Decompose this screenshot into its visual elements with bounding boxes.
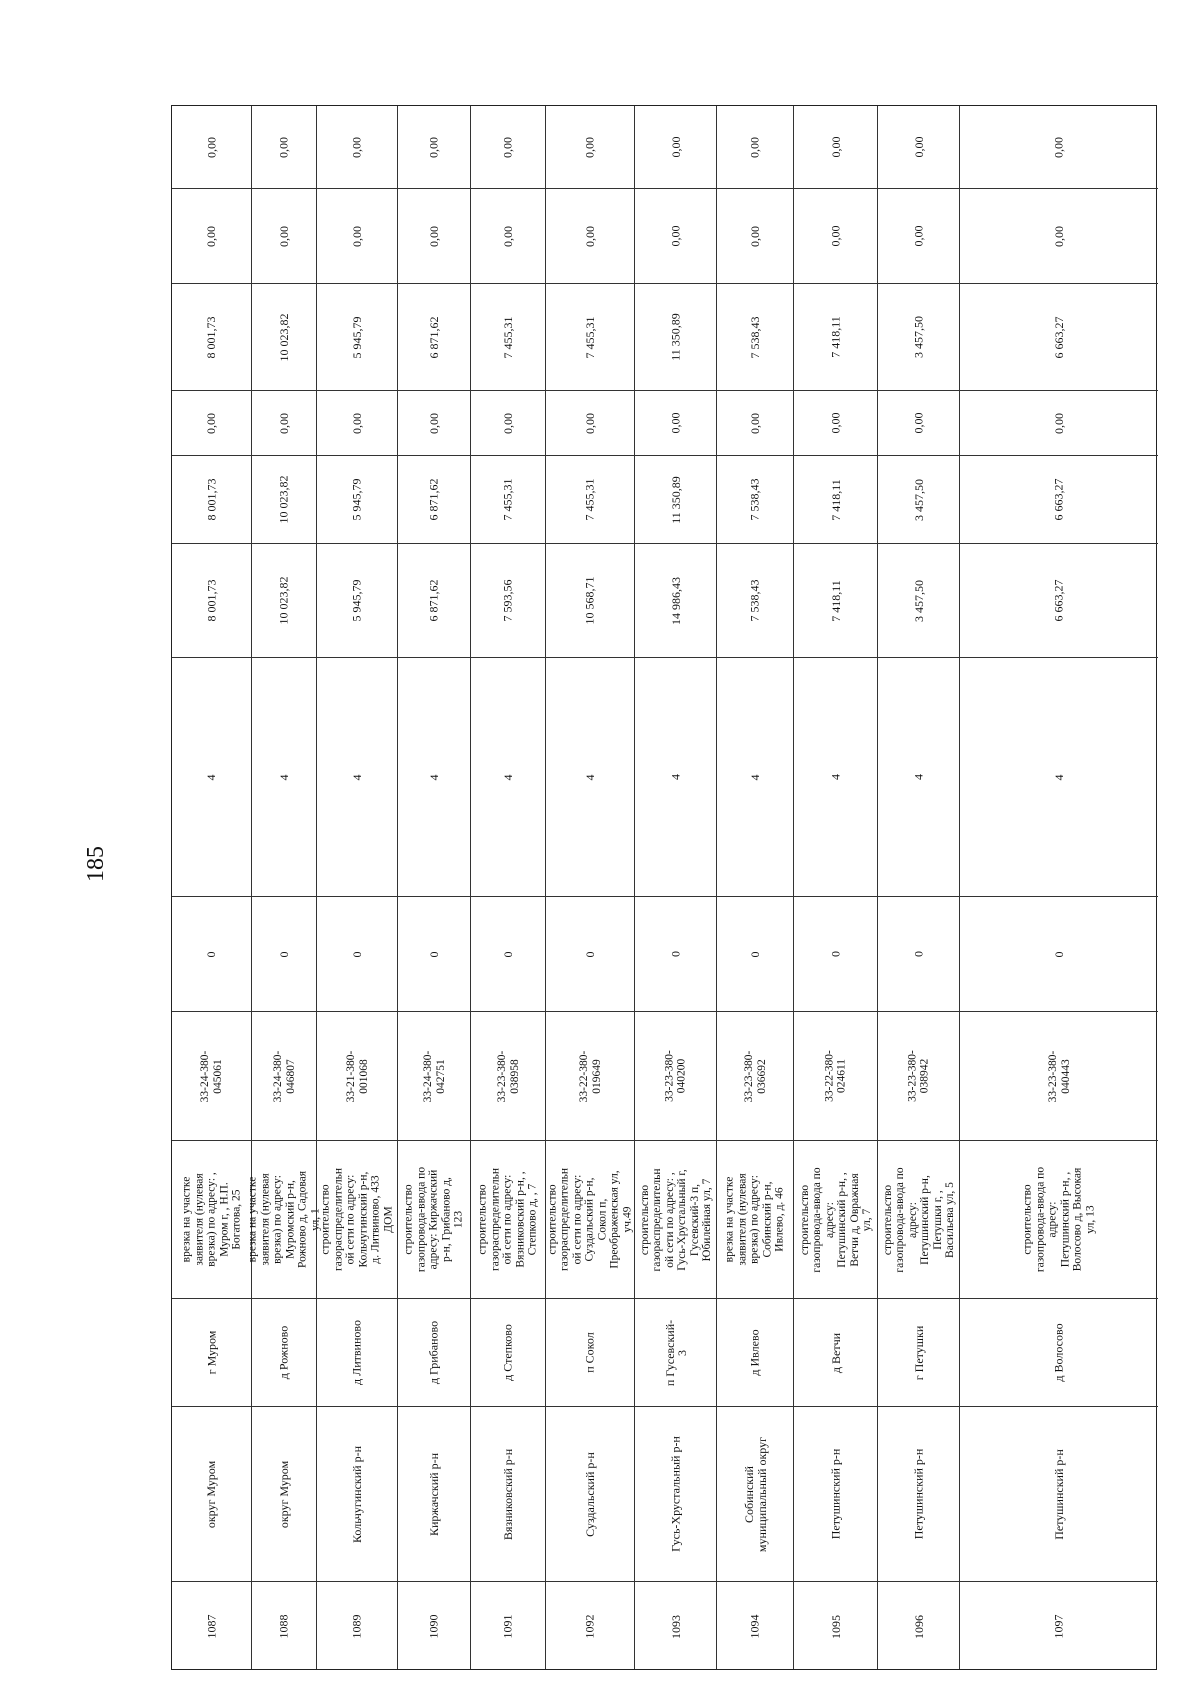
district-text: Киржачский р-н — [426, 1452, 441, 1536]
description-cell — [317, 1140, 397, 1298]
row-number-text: 1092 — [582, 1614, 597, 1639]
value-col10-cell — [878, 390, 959, 455]
value-col8-text: 6 663,27 — [1051, 579, 1066, 622]
value-col8-cell — [172, 543, 251, 657]
value-col6-cell — [546, 896, 634, 1011]
table-row — [246, 106, 321, 1669]
value-col6-text: 0 — [828, 951, 843, 957]
value-col11-text: 5 945,79 — [349, 316, 364, 358]
description-cell — [398, 1140, 470, 1298]
value-col10-cell — [546, 390, 634, 455]
table-row — [877, 106, 959, 1669]
row-number-text: 1093 — [668, 1614, 683, 1639]
value-col12-text: 0,00 — [276, 225, 291, 247]
value-col6-cell — [398, 896, 470, 1011]
value-col6-text: 0 — [668, 951, 683, 957]
settlement-cell — [471, 1298, 545, 1406]
settlement-text: г Муром — [204, 1330, 219, 1375]
value-col12-cell — [252, 188, 316, 283]
value-col10-cell — [471, 390, 545, 455]
value-col8-text: 10 568,71 — [582, 576, 597, 625]
value-col7-text: 4 — [349, 774, 364, 780]
settlement-cell — [317, 1298, 397, 1406]
value-col10-cell — [398, 390, 470, 455]
description-cell — [246, 1140, 321, 1298]
description-text: строительство газораспределительн ой сети по адресу: Вязниковский р-н, , Степково д, , 7 — [476, 1168, 539, 1271]
value-col13-cell — [717, 106, 793, 188]
code-text: 33-21-380- 001068 — [344, 1050, 369, 1102]
district-text: Кольчугинский р-н — [349, 1445, 364, 1543]
value-col7-text: 4 — [582, 774, 597, 780]
value-col7-text: 4 — [426, 774, 441, 780]
description-text: врезка на участке заявителя (нулевая врезка) по адресу: Собинский р-н, Ивлево, д. 46 — [723, 1173, 786, 1266]
row-number-cell — [252, 1581, 316, 1671]
value-col13-text: 0,00 — [828, 136, 843, 158]
value-col8-cell — [717, 543, 793, 657]
description-cell — [960, 1140, 1158, 1298]
value-col9-text: 7 538,43 — [747, 478, 762, 521]
settlement-text: п Гусевский- 3 — [662, 1319, 689, 1386]
value-col8-cell — [546, 543, 634, 657]
value-col8-cell — [960, 543, 1158, 657]
table-row — [470, 106, 545, 1669]
settlement-text: д Степково — [500, 1324, 515, 1381]
value-col11-cell — [398, 283, 470, 390]
value-col8-cell — [252, 543, 316, 657]
value-col11-text: 10 023,82 — [276, 313, 291, 361]
value-col13-text: 0,00 — [426, 136, 441, 158]
value-col7-text: 4 — [500, 774, 515, 780]
value-col13-cell — [546, 106, 634, 188]
value-col11-cell — [717, 283, 793, 390]
value-col11-cell — [635, 283, 716, 390]
row-number-cell — [471, 1581, 545, 1671]
value-col9-cell — [471, 455, 545, 543]
district-text: Гусь-Хрустальный р-н — [668, 1436, 683, 1552]
value-col7-text: 4 — [747, 774, 762, 780]
value-col11-cell — [252, 283, 316, 390]
value-col12-text: 0,00 — [582, 225, 597, 247]
value-col9-text: 7 418,11 — [828, 478, 843, 521]
row-number-text: 1089 — [349, 1614, 364, 1639]
value-col9-cell — [317, 455, 397, 543]
value-col9-cell — [717, 455, 793, 543]
row-number-cell — [317, 1581, 397, 1671]
district-cell — [172, 1406, 251, 1581]
description-text: строительство газопровода-ввода по адресу: Петушинский р-н, , Волосово д, Высокая ул, 13 — [1021, 1166, 1096, 1273]
value-col8-text: 14 986,43 — [668, 576, 683, 625]
code-cell — [471, 1011, 545, 1140]
district-cell — [878, 1406, 959, 1581]
code-cell — [317, 1011, 397, 1140]
value-col10-cell — [172, 390, 251, 455]
value-col9-cell — [252, 455, 316, 543]
value-col7-text: 4 — [911, 774, 926, 780]
row-number-text: 1087 — [204, 1614, 219, 1639]
value-col9-text: 10 023,82 — [276, 475, 291, 524]
row-number-cell — [172, 1581, 251, 1671]
description-text: врезка на участке заявителя (нулевая врезка) по адресу: Муромский р-н, Рожново д, Садовая ул, 1 — [246, 1170, 321, 1269]
district-text: округ Муром — [276, 1460, 291, 1528]
value-col7-cell — [471, 657, 545, 896]
row-number-text: 1088 — [276, 1614, 291, 1639]
table-row — [172, 106, 251, 1669]
value-col13-cell — [252, 106, 316, 188]
description-cell — [471, 1140, 545, 1298]
row-number-cell — [635, 1581, 716, 1671]
table-row — [545, 106, 634, 1669]
value-col11-cell — [794, 283, 877, 390]
code-cell — [252, 1011, 316, 1140]
settlement-cell — [172, 1298, 251, 1406]
code-text: 33-23-380- 040200 — [663, 1050, 688, 1102]
value-col11-text: 6 871,62 — [426, 316, 441, 358]
row-number-cell — [398, 1581, 470, 1671]
value-col6-cell — [635, 896, 716, 1011]
table-row — [634, 106, 716, 1669]
value-col13-cell — [398, 106, 470, 188]
value-col6-cell — [717, 896, 793, 1011]
settlement-cell — [794, 1298, 877, 1406]
value-col13-text: 0,00 — [500, 136, 515, 158]
table-row — [716, 106, 793, 1669]
district-cell — [546, 1406, 634, 1581]
table-row — [959, 106, 1158, 1669]
value-col9-text: 5 945,79 — [349, 478, 364, 521]
table-row — [397, 106, 470, 1669]
table-row — [316, 106, 397, 1669]
value-col7-cell — [960, 657, 1158, 896]
code-text: 33-23-380- 038942 — [906, 1050, 931, 1102]
description-text: строительство газопровода-ввода по адресу: Петушинский р-н, , Ветчи д, Овражная ул, 7 — [798, 1166, 873, 1273]
row-number-cell — [717, 1581, 793, 1671]
settlement-text: п Сокол — [582, 1332, 597, 1373]
value-col9-text: 11 350,89 — [668, 475, 683, 524]
value-col6-text: 0 — [349, 951, 364, 957]
value-col11-text: 3 457,50 — [911, 316, 926, 358]
value-col12-text: 0,00 — [1051, 225, 1066, 247]
value-col8-cell — [398, 543, 470, 657]
value-col13-text: 0,00 — [349, 136, 364, 158]
value-col7-cell — [172, 657, 251, 896]
value-col6-cell — [252, 896, 316, 1011]
value-col8-text: 3 457,50 — [911, 579, 926, 622]
code-cell — [717, 1011, 793, 1140]
table-row — [793, 106, 877, 1669]
description-cell — [794, 1140, 877, 1298]
value-col13-text: 0,00 — [1051, 136, 1066, 158]
value-col11-cell — [878, 283, 959, 390]
row-number-text: 1096 — [911, 1614, 926, 1639]
row-number-text: 1097 — [1051, 1614, 1066, 1639]
value-col12-text: 0,00 — [204, 225, 219, 247]
value-col10-text: 0,00 — [582, 412, 597, 434]
district-cell — [794, 1406, 877, 1581]
row-number-text: 1094 — [747, 1614, 762, 1639]
value-col6-cell — [172, 896, 251, 1011]
value-col11-cell — [960, 283, 1158, 390]
value-col10-cell — [717, 390, 793, 455]
value-col13-text: 0,00 — [204, 136, 219, 158]
value-col7-cell — [878, 657, 959, 896]
value-col6-cell — [471, 896, 545, 1011]
code-text: 33-22-380- 024611 — [823, 1050, 848, 1102]
value-col12-cell — [960, 188, 1158, 283]
code-cell — [546, 1011, 634, 1140]
settlement-text: д Ветчи — [828, 1332, 843, 1373]
value-col13-cell — [794, 106, 877, 188]
value-col10-text: 0,00 — [911, 412, 926, 434]
code-cell — [960, 1011, 1158, 1140]
description-cell — [878, 1140, 959, 1298]
value-col12-cell — [317, 188, 397, 283]
value-col13-text: 0,00 — [747, 136, 762, 158]
value-col8-text: 8 001,73 — [204, 579, 219, 622]
district-text: Петушинский р-н — [1051, 1448, 1066, 1540]
value-col7-cell — [317, 657, 397, 896]
value-col10-cell — [317, 390, 397, 455]
value-col6-cell — [960, 896, 1158, 1011]
value-col6-text: 0 — [276, 951, 291, 957]
district-text: Петушинский р-н — [828, 1448, 843, 1540]
value-col10-text: 0,00 — [500, 412, 515, 434]
value-col12-cell — [717, 188, 793, 283]
value-col13-cell — [635, 106, 716, 188]
code-cell — [398, 1011, 470, 1140]
code-text: 33-23-380- 036692 — [742, 1050, 767, 1102]
value-col12-text: 0,00 — [828, 225, 843, 247]
value-col8-cell — [635, 543, 716, 657]
code-cell — [794, 1011, 877, 1140]
value-col7-cell — [546, 657, 634, 896]
value-col11-cell — [471, 283, 545, 390]
value-col8-cell — [878, 543, 959, 657]
description-text: строительство газораспределительн ой сети по адресу: Суздальский р-н, Сокол п, Преображенская ул, уч.49 — [546, 1168, 634, 1271]
value-col12-cell — [398, 188, 470, 283]
code-cell — [172, 1011, 251, 1140]
value-col13-cell — [960, 106, 1158, 188]
value-col6-text: 0 — [426, 951, 441, 957]
value-col9-text: 7 455,31 — [500, 478, 515, 521]
value-col11-cell — [317, 283, 397, 390]
settlement-cell — [635, 1298, 716, 1406]
value-col10-cell — [960, 390, 1158, 455]
value-col8-text: 7 418,11 — [828, 579, 843, 622]
district-cell — [960, 1406, 1158, 1581]
value-col11-text: 7 455,31 — [500, 316, 515, 358]
value-col13-cell — [878, 106, 959, 188]
settlement-text: г Петушки — [911, 1325, 926, 1380]
value-col10-text: 0,00 — [1051, 412, 1066, 434]
settlement-cell — [878, 1298, 959, 1406]
code-cell — [635, 1011, 716, 1140]
value-col7-text: 4 — [204, 774, 219, 780]
settlement-text: д Волосово — [1051, 1323, 1066, 1382]
value-col8-text: 7 593,56 — [500, 579, 515, 622]
value-col10-text: 0,00 — [276, 412, 291, 434]
district-text: округ Муром — [204, 1460, 219, 1528]
value-col7-text: 4 — [1051, 774, 1066, 780]
settlement-text: д Грибаново — [426, 1320, 441, 1385]
value-col11-text: 7 538,43 — [747, 316, 762, 358]
value-col8-text: 5 945,79 — [349, 579, 364, 622]
value-col10-cell — [252, 390, 316, 455]
value-col9-text: 6 871,62 — [426, 478, 441, 521]
value-col9-cell — [398, 455, 470, 543]
value-col6-cell — [878, 896, 959, 1011]
value-col6-text: 0 — [1051, 951, 1066, 957]
district-cell — [471, 1406, 545, 1581]
value-col12-cell — [794, 188, 877, 283]
value-col10-text: 0,00 — [668, 412, 683, 434]
settlement-cell — [398, 1298, 470, 1406]
value-col6-cell — [317, 896, 397, 1011]
value-col7-cell — [717, 657, 793, 896]
value-col13-cell — [471, 106, 545, 188]
settlement-text: д Литвиново — [349, 1320, 364, 1386]
value-col12-cell — [471, 188, 545, 283]
value-col11-cell — [172, 283, 251, 390]
settlement-cell — [252, 1298, 316, 1406]
value-col6-text: 0 — [747, 951, 762, 957]
code-text: 33-22-380- 019649 — [577, 1050, 602, 1102]
value-col10-text: 0,00 — [349, 412, 364, 434]
value-col6-cell — [794, 896, 877, 1011]
settlement-text: д Ивлево — [747, 1329, 762, 1376]
district-text: Вязниковский р-н — [500, 1448, 515, 1540]
value-col7-cell — [252, 657, 316, 896]
value-col8-text: 7 538,43 — [747, 579, 762, 622]
value-col12-cell — [635, 188, 716, 283]
district-text: Суздальский р-н — [582, 1451, 597, 1537]
value-col13-text: 0,00 — [582, 136, 597, 158]
value-col13-text: 0,00 — [911, 136, 926, 158]
value-col10-text: 0,00 — [828, 412, 843, 434]
row-number-cell — [794, 1581, 877, 1671]
district-cell — [398, 1406, 470, 1581]
description-cell — [546, 1140, 634, 1298]
district-cell — [317, 1406, 397, 1581]
row-number-text: 1095 — [828, 1614, 843, 1639]
value-col9-cell — [172, 455, 251, 543]
value-col11-text: 7 455,31 — [582, 316, 597, 358]
description-text: врезка на участке заявителя (нулевая врезка) по адресу: , Муром г, , Н.П. Богатова, 25 — [180, 1172, 243, 1267]
value-col13-text: 0,00 — [276, 136, 291, 158]
value-col10-text: 0,00 — [747, 412, 762, 434]
district-cell — [717, 1406, 793, 1581]
value-col12-text: 0,00 — [426, 225, 441, 247]
value-col9-text: 7 455,31 — [582, 478, 597, 521]
settlement-cell — [717, 1298, 793, 1406]
row-number-cell — [960, 1581, 1158, 1671]
description-text: строительство газопровода-ввода по адресу: Петушинский р-н, Петушки г, , Васильева ул, 5 — [881, 1166, 956, 1273]
value-col8-text: 6 871,62 — [426, 579, 441, 622]
district-cell — [635, 1406, 716, 1581]
value-col13-cell — [172, 106, 251, 188]
value-col6-text: 0 — [582, 951, 597, 957]
value-col9-text: 3 457,50 — [911, 478, 926, 521]
district-cell — [252, 1406, 316, 1581]
settlement-cell — [546, 1298, 634, 1406]
value-col10-cell — [635, 390, 716, 455]
description-text: строительство газораспределительн ой сети по адресу: Кольчугинский р-н, д. Литвиново, 433 ДОМ — [319, 1168, 394, 1271]
value-col8-cell — [471, 543, 545, 657]
value-col12-text: 0,00 — [668, 225, 683, 247]
value-col12-cell — [878, 188, 959, 283]
description-text: строительство газопровода-ввода по адресу: Киржачский р-н, Грибаново д, 123 — [402, 1166, 465, 1273]
data-table — [171, 105, 1157, 1670]
value-col6-text: 0 — [911, 951, 926, 957]
value-col12-text: 0,00 — [911, 225, 926, 247]
value-col6-text: 0 — [500, 951, 515, 957]
settlement-cell — [960, 1298, 1158, 1406]
code-text: 33-23-380- 040443 — [1046, 1050, 1071, 1102]
value-col13-cell — [317, 106, 397, 188]
value-col11-text: 6 663,27 — [1051, 316, 1066, 358]
code-text: 33-24-380- 042751 — [421, 1050, 446, 1102]
description-text: строительство газораспределительн ой сети по адресу: , Гусь-Хрустальный г, Гусевский-3 п, Юбилейная ул, 7 — [638, 1168, 713, 1271]
value-col9-cell — [635, 455, 716, 543]
value-col7-text: 4 — [828, 774, 843, 780]
value-col7-cell — [635, 657, 716, 896]
district-text: Собинский муниципальный округ — [741, 1436, 768, 1552]
code-text: 33-23-380- 038958 — [495, 1050, 520, 1102]
value-col12-text: 0,00 — [500, 225, 515, 247]
value-col8-cell — [794, 543, 877, 657]
value-col8-cell — [317, 543, 397, 657]
value-col9-cell — [546, 455, 634, 543]
value-col9-text: 6 663,27 — [1051, 478, 1066, 521]
value-col11-cell — [546, 283, 634, 390]
value-col9-cell — [794, 455, 877, 543]
row-number-cell — [546, 1581, 634, 1671]
settlement-text: д Рожново — [276, 1325, 291, 1380]
value-col10-text: 0,00 — [426, 412, 441, 434]
value-col11-text: 7 418,11 — [828, 316, 843, 358]
value-col9-cell — [878, 455, 959, 543]
value-col11-text: 11 350,89 — [668, 313, 683, 361]
code-cell — [878, 1011, 959, 1140]
value-col9-cell — [960, 455, 1158, 543]
value-col11-text: 8 001,73 — [204, 316, 219, 358]
value-col7-cell — [794, 657, 877, 896]
value-col9-text: 8 001,73 — [204, 478, 219, 521]
row-number-text: 1091 — [500, 1614, 515, 1639]
value-col10-text: 0,00 — [204, 412, 219, 434]
description-cell — [717, 1140, 793, 1298]
page-number: 185 — [82, 846, 109, 882]
value-col12-text: 0,00 — [747, 225, 762, 247]
value-col7-text: 4 — [668, 774, 683, 780]
description-cell — [172, 1140, 251, 1298]
value-col7-text: 4 — [276, 774, 291, 780]
row-number-text: 1090 — [426, 1614, 441, 1639]
value-col10-cell — [794, 390, 877, 455]
row-number-cell — [878, 1581, 959, 1671]
value-col12-cell — [172, 188, 251, 283]
code-text: 33-24-380- 046807 — [271, 1050, 296, 1102]
district-text: Петушинский р-н — [911, 1448, 926, 1540]
value-col12-text: 0,00 — [349, 225, 364, 247]
value-col8-text: 10 023,82 — [276, 576, 291, 625]
code-text: 33-24-380- 045061 — [199, 1050, 224, 1102]
value-col7-cell — [398, 657, 470, 896]
description-cell — [635, 1140, 716, 1298]
value-col12-cell — [546, 188, 634, 283]
value-col6-text: 0 — [204, 951, 219, 957]
value-col13-text: 0,00 — [668, 136, 683, 158]
